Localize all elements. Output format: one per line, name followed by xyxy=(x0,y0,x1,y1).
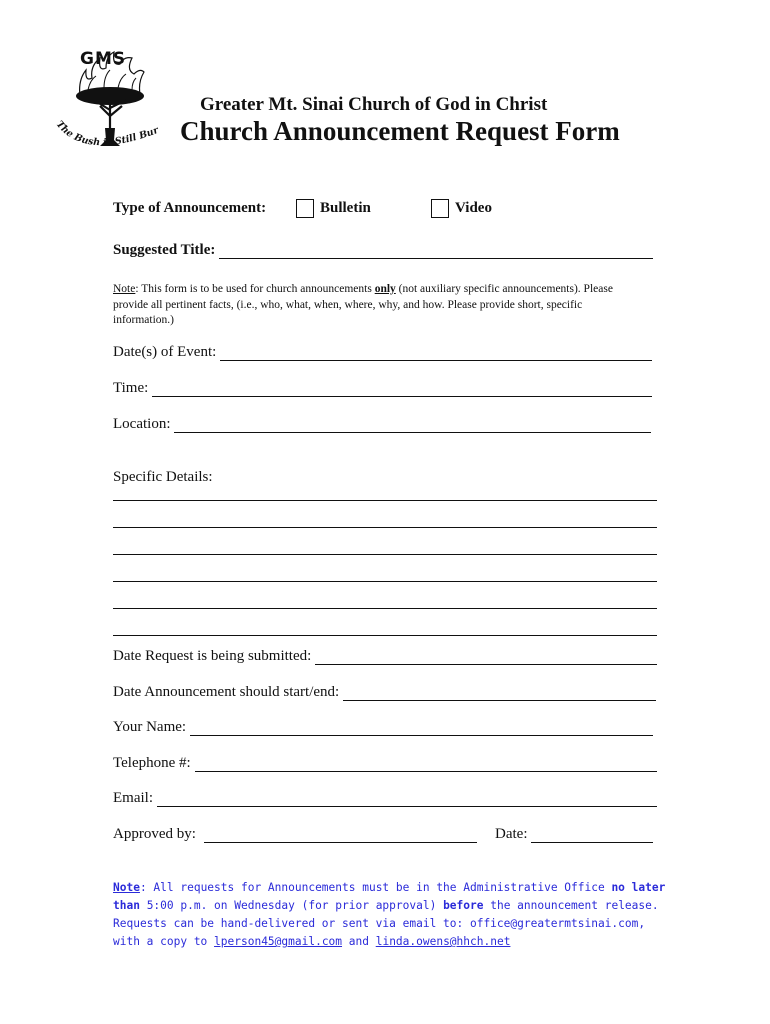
date-submitted-label: Date Request is being submitted: xyxy=(113,648,312,664)
bottom-note-prefix: Note xyxy=(113,881,140,894)
approval-date-field[interactable] xyxy=(531,828,653,843)
bottom-note-before: before xyxy=(443,899,484,912)
approved-by-label: Approved by: xyxy=(113,826,196,842)
submission-note xyxy=(113,879,673,951)
note-emphasis: only xyxy=(374,283,396,295)
start-end-row xyxy=(113,684,656,701)
approval-date-label: Date: xyxy=(495,826,528,842)
email-link-linda[interactable]: linda.owens@hhch.net xyxy=(375,935,511,948)
telephone-row xyxy=(113,755,657,772)
time-field[interactable] xyxy=(152,382,652,397)
details-line-4[interactable] xyxy=(113,581,657,582)
start-end-field[interactable] xyxy=(343,686,656,701)
bottom-note-text-3: the announcement release. Requests can be hand-delivered or sent via email to: office@greatermtsinai.com, with a copy to xyxy=(113,899,659,948)
logo-letters: GMS xyxy=(80,49,127,69)
church-name: Greater Mt. Sinai Church of God in Christ xyxy=(200,94,548,115)
video-option-label: Video xyxy=(455,200,492,216)
logo-tagline: The Bush is Still Bur xyxy=(53,118,161,149)
telephone-field[interactable] xyxy=(195,757,657,772)
bottom-note-text-2: 5:00 p.m. on Wednesday (for prior approval) xyxy=(139,899,444,912)
bottom-note-text-1: : All requests for Announcements must be in the Administrative Office xyxy=(139,881,612,894)
approval-date-row xyxy=(495,826,653,843)
time-label: Time: xyxy=(113,380,149,396)
time-row xyxy=(113,380,652,397)
event-dates-label: Date(s) of Event: xyxy=(113,344,217,360)
suggested-title-label: Suggested Title: xyxy=(113,242,216,258)
bottom-note-text-4: and xyxy=(342,935,376,948)
note-text-2: (not auxiliary specific announcements). Please provide all pertinent facts, (i.e., who, what, when, where, why, and how. Please provide short, specific information.) xyxy=(113,283,613,326)
details-line-1[interactable] xyxy=(113,500,657,501)
details-line-6[interactable] xyxy=(113,635,657,636)
details-line-3[interactable] xyxy=(113,554,657,555)
approved-by-row xyxy=(113,826,477,843)
approved-by-field[interactable] xyxy=(204,828,477,843)
form-title: Church Announcement Request Form xyxy=(180,116,620,146)
note-text-1: : This form is to be used for church announcements xyxy=(135,283,375,295)
telephone-label: Telephone #: xyxy=(113,755,191,771)
email-row xyxy=(113,790,657,807)
video-checkbox[interactable] xyxy=(431,199,449,218)
bottom-note-deadline: no later than xyxy=(113,881,666,912)
instructions-note xyxy=(113,282,643,329)
date-submitted-field[interactable] xyxy=(315,650,657,665)
location-field[interactable] xyxy=(174,418,651,433)
bulletin-checkbox[interactable] xyxy=(296,199,314,218)
event-dates-field[interactable] xyxy=(220,346,652,361)
email-link-lperson[interactable]: lperson45@gmail.com xyxy=(214,935,343,948)
start-end-label: Date Announcement should start/end: xyxy=(113,684,340,700)
event-dates-row xyxy=(113,344,652,361)
your-name-label: Your Name: xyxy=(113,719,187,735)
note-prefix: Note xyxy=(113,283,136,295)
email-label: Email: xyxy=(113,790,153,806)
announcement-type-label: Type of Announcement: xyxy=(113,200,267,216)
location-row xyxy=(113,416,651,433)
location-label: Location: xyxy=(113,416,171,432)
suggested-title-field[interactable] xyxy=(219,244,653,259)
bulletin-option-label: Bulletin xyxy=(320,200,371,216)
details-line-5[interactable] xyxy=(113,608,657,609)
your-name-field[interactable] xyxy=(190,721,653,736)
details-line-2[interactable] xyxy=(113,527,657,528)
date-submitted-row xyxy=(113,648,657,665)
your-name-row xyxy=(113,719,653,736)
email-field[interactable] xyxy=(157,792,657,807)
specific-details-label: Specific Details: xyxy=(113,469,213,485)
suggested-title-row xyxy=(113,242,653,259)
